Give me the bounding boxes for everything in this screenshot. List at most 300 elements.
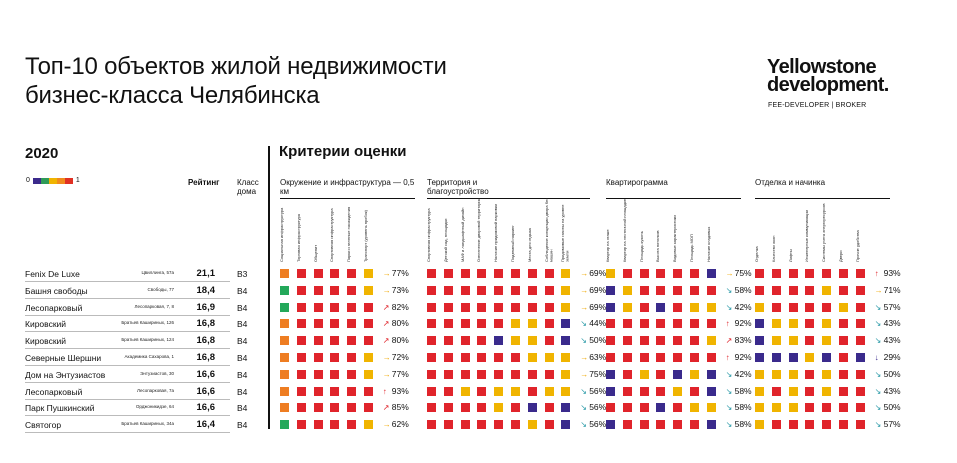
- criterion-label: Озеленение дворовой территории: [476, 198, 482, 262]
- score-square: [280, 353, 289, 362]
- score-square: [707, 319, 716, 328]
- group-score-value: 57%: [883, 301, 901, 312]
- score-square: [427, 336, 436, 345]
- trend-arrow-icon: ↘: [874, 403, 882, 413]
- score-square: [656, 286, 665, 295]
- group-score-value: 50%: [589, 335, 607, 346]
- score-square: [297, 269, 306, 278]
- trend-arrow-icon: →: [382, 369, 391, 379]
- score-square: [461, 303, 470, 312]
- score-square: [772, 370, 781, 379]
- score-square: [444, 403, 453, 412]
- trend-arrow-icon: ↘: [580, 336, 587, 346]
- trend-arrow-icon: →: [382, 269, 391, 278]
- score-square: [444, 319, 453, 328]
- object-name: Лесопарковый: [25, 386, 83, 397]
- score-square: [640, 387, 649, 396]
- scale-bar: [33, 178, 73, 184]
- trend-arrow-icon: ↘: [580, 403, 587, 413]
- score-square: [856, 370, 865, 379]
- trend-arrow-icon: ↗: [382, 336, 390, 346]
- group-score-value: 77%: [391, 268, 409, 278]
- score-square: [314, 319, 323, 328]
- trend-arrow-icon: ↘: [725, 285, 733, 295]
- score-square: [623, 269, 632, 278]
- title-line-2: бизнес-класса Челябинска: [25, 82, 320, 109]
- group-score-value: 77%: [391, 368, 409, 379]
- score-square: [772, 303, 781, 312]
- score-square: [511, 370, 520, 379]
- score-square: [511, 336, 520, 345]
- score-square: [545, 303, 554, 312]
- criterion-label: Парки и зеленые насаждения: [346, 206, 352, 262]
- score-square: [755, 286, 764, 295]
- object-rating: 16,6: [196, 385, 215, 397]
- group-score: [875, 419, 901, 429]
- group-score: [383, 335, 409, 345]
- criterion-label: Социальная инфраструктура: [279, 207, 284, 262]
- group-score: [726, 285, 752, 295]
- score-square: [623, 286, 632, 295]
- group-score: [580, 302, 606, 312]
- criterion-label: Прочие удобства: [854, 230, 860, 262]
- score-square: [528, 336, 537, 345]
- score-square: [561, 353, 570, 362]
- score-square: [444, 370, 453, 379]
- score-square: [805, 353, 814, 362]
- group-score-value: 43%: [883, 318, 901, 329]
- criterion-label: Наличие придомовой парковки: [493, 204, 499, 262]
- score-square: [856, 286, 865, 295]
- score-square: [707, 353, 716, 362]
- score-square: [561, 403, 570, 412]
- score-square: [839, 303, 848, 312]
- score-square: [640, 319, 649, 328]
- group-score: [726, 335, 752, 345]
- scale-swatch: [65, 178, 73, 184]
- score-square: [477, 370, 486, 379]
- trend-arrow-icon: →: [580, 302, 589, 312]
- criteria-group-header: Окружение и инфраструктура — 0,5 км: [280, 178, 415, 196]
- group-score-value: 69%: [589, 268, 607, 278]
- trend-arrow-icon: →: [382, 285, 391, 295]
- group-score-value: 43%: [883, 385, 901, 396]
- house-class: B3: [237, 269, 248, 279]
- group-score-value: 69%: [589, 284, 607, 295]
- score-square: [789, 353, 798, 362]
- score-square: [545, 353, 554, 362]
- score-square: [511, 319, 520, 328]
- trend-arrow-icon: →: [382, 420, 391, 430]
- trend-arrow-icon: ↗: [382, 302, 390, 312]
- object-name: Святогор: [25, 420, 62, 431]
- score-square: [673, 269, 682, 278]
- object-rating: 16,8: [196, 352, 215, 363]
- score-square: [280, 336, 289, 345]
- score-square: [461, 319, 470, 328]
- group-score: [383, 419, 409, 429]
- score-square: [314, 303, 323, 312]
- score-square: [545, 336, 554, 345]
- score-square: [494, 319, 503, 328]
- criterion-label: Двери: [838, 250, 843, 262]
- house-class: B4: [237, 319, 248, 330]
- criterion-label: Видовые характеристики: [672, 215, 678, 262]
- score-square: [314, 403, 323, 412]
- score-square: [822, 286, 831, 295]
- object-rating: 16,8: [196, 335, 215, 347]
- group-score: [726, 369, 752, 379]
- trend-arrow-icon: ↘: [580, 319, 587, 329]
- score-square: [772, 420, 781, 429]
- score-square: [545, 319, 554, 328]
- score-square: [623, 336, 632, 345]
- score-square: [461, 286, 470, 295]
- house-class: B4: [237, 386, 248, 397]
- score-square: [364, 286, 373, 295]
- row-separator: [25, 365, 230, 366]
- score-square: [477, 286, 486, 295]
- score-square: [314, 420, 323, 429]
- score-square: [330, 303, 339, 312]
- object-rating: 16,8: [196, 318, 215, 330]
- score-square: [494, 387, 503, 396]
- score-square: [347, 420, 356, 429]
- group-score-value: 50%: [883, 402, 901, 413]
- score-square: [673, 353, 682, 362]
- group-score-value: 92%: [734, 352, 752, 362]
- score-square: [347, 353, 356, 362]
- score-square: [494, 269, 503, 278]
- trend-arrow-icon: ↘: [580, 420, 587, 430]
- score-square: [656, 420, 665, 429]
- score-square: [656, 336, 665, 345]
- group-score: [580, 318, 606, 328]
- trend-arrow-icon: ↘: [874, 302, 882, 312]
- group-score-value: 93%: [391, 385, 409, 396]
- object-rating: 16,6: [196, 402, 215, 414]
- group-score-value: 58%: [734, 402, 752, 413]
- score-square: [477, 420, 486, 429]
- object-address: Лесопарковая, 7а: [136, 387, 174, 393]
- group-score-value: 80%: [391, 335, 409, 346]
- score-square: [606, 286, 615, 295]
- score-square: [297, 286, 306, 295]
- page-title: [25, 52, 447, 110]
- score-square: [673, 319, 682, 328]
- group-score-value: 83%: [734, 335, 752, 346]
- score-square: [640, 269, 649, 278]
- score-square: [755, 303, 764, 312]
- score-square: [330, 370, 339, 379]
- trend-arrow-icon: ↗: [725, 336, 733, 346]
- score-square: [364, 403, 373, 412]
- object-name: Башня свободы: [25, 285, 88, 296]
- score-square: [640, 336, 649, 345]
- score-square: [511, 387, 520, 396]
- group-score: [580, 352, 606, 362]
- score-square: [822, 403, 831, 412]
- group-score: [580, 402, 606, 412]
- score-square: [347, 286, 356, 295]
- score-square: [444, 336, 453, 345]
- score-square: [364, 420, 373, 429]
- scale-swatch: [33, 178, 41, 184]
- score-square: [673, 370, 682, 379]
- score-square: [805, 303, 814, 312]
- group-score: [726, 318, 752, 328]
- criteria-group-header: Территория и благоустройство: [427, 178, 489, 196]
- score-square: [690, 420, 699, 429]
- score-square: [297, 319, 306, 328]
- score-square: [330, 286, 339, 295]
- score-square: [461, 269, 470, 278]
- group-score-value: 69%: [589, 301, 607, 312]
- score-square: [561, 387, 570, 396]
- score-square: [673, 403, 682, 412]
- score-square: [545, 403, 554, 412]
- house-class: B4: [237, 369, 248, 380]
- score-square: [364, 370, 373, 379]
- score-square: [805, 403, 814, 412]
- score-square: [856, 319, 865, 328]
- criterion-label: Квартир на лестничной площадке: [621, 198, 627, 262]
- score-square: [690, 353, 699, 362]
- score-square: [477, 353, 486, 362]
- object-address: Цвиллинга, 57а: [141, 270, 174, 275]
- trend-arrow-icon: →: [580, 369, 589, 379]
- group-score: [726, 402, 752, 412]
- group-score: [875, 335, 901, 345]
- score-square: [656, 303, 665, 312]
- score-square: [772, 387, 781, 396]
- score-square: [755, 387, 764, 396]
- score-square: [673, 387, 682, 396]
- house-class: B4: [237, 353, 248, 363]
- criterion-label: Соблюдение концепции двора без машин: [543, 198, 554, 262]
- score-square: [545, 420, 554, 429]
- trend-arrow-icon: ↘: [580, 386, 587, 396]
- score-square: [477, 269, 486, 278]
- score-square: [707, 403, 716, 412]
- row-separator: [25, 415, 230, 416]
- score-square: [494, 286, 503, 295]
- group-score: [383, 352, 409, 362]
- score-square: [330, 336, 339, 345]
- score-square: [561, 269, 570, 278]
- object-address: Братьев Кашириных, 126: [121, 320, 174, 326]
- score-square: [461, 387, 470, 396]
- score-square: [297, 353, 306, 362]
- score-square: [364, 387, 373, 396]
- score-square: [856, 420, 865, 429]
- score-square: [805, 286, 814, 295]
- score-square: [805, 269, 814, 278]
- score-square: [511, 303, 520, 312]
- trend-arrow-icon: ↘: [725, 302, 733, 312]
- score-square: [623, 319, 632, 328]
- criterion-label: Детский сад, площадки: [442, 218, 448, 262]
- object-name: Парк Пушкинский: [25, 403, 95, 414]
- brand-tagline: FEE-DEVELOPER | BROKER: [768, 102, 867, 109]
- object-address: Академика Сахарова, 1: [124, 354, 174, 359]
- trend-arrow-icon: ↘: [874, 386, 882, 396]
- score-square: [772, 403, 781, 412]
- trend-arrow-icon: →: [580, 269, 589, 278]
- score-square: [789, 420, 798, 429]
- score-square: [347, 403, 356, 412]
- row-separator: [25, 348, 230, 349]
- object-rating: 18,4: [196, 284, 215, 296]
- divider-vertical: [268, 146, 270, 429]
- group-score-value: 75%: [734, 268, 752, 278]
- trend-arrow-icon: →: [382, 353, 391, 362]
- row-separator: [25, 298, 230, 299]
- score-square: [805, 336, 814, 345]
- score-square: [477, 303, 486, 312]
- score-square: [427, 403, 436, 412]
- score-square: [856, 269, 865, 278]
- group-score: [383, 268, 409, 278]
- score-square: [347, 269, 356, 278]
- score-square: [330, 387, 339, 396]
- score-square: [545, 387, 554, 396]
- group-score: [580, 386, 606, 396]
- score-square: [314, 370, 323, 379]
- score-square: [789, 403, 798, 412]
- score-square: [314, 286, 323, 295]
- score-square: [606, 420, 615, 429]
- score-square: [856, 403, 865, 412]
- score-square: [280, 286, 289, 295]
- group-score: [875, 386, 901, 396]
- score-square: [707, 269, 716, 278]
- score-square: [461, 403, 470, 412]
- score-square: [772, 286, 781, 295]
- score-square: [789, 303, 798, 312]
- score-square: [707, 387, 716, 396]
- score-square: [444, 286, 453, 295]
- score-square: [673, 286, 682, 295]
- group-score: [726, 302, 752, 312]
- group-score: [726, 419, 752, 429]
- score-square: [640, 353, 649, 362]
- group-score-value: 62%: [391, 419, 409, 430]
- object-address: Братьев Кашириных, 34а: [121, 421, 174, 427]
- group-score: [383, 402, 409, 412]
- score-square: [623, 303, 632, 312]
- score-square: [755, 269, 764, 278]
- group-score-value: 71%: [883, 284, 901, 295]
- score-square: [805, 420, 814, 429]
- score-square: [755, 420, 764, 429]
- score-square: [690, 336, 699, 345]
- score-square: [427, 387, 436, 396]
- score-square: [839, 336, 848, 345]
- score-square: [280, 319, 289, 328]
- score-square: [789, 286, 798, 295]
- score-square: [707, 303, 716, 312]
- object-address: Братьев Кашириных, 124: [121, 337, 174, 343]
- score-square: [347, 319, 356, 328]
- score-square: [789, 336, 798, 345]
- score-square: [707, 286, 716, 295]
- score-square: [364, 319, 373, 328]
- object-address: Энтузиастов, 30: [140, 370, 174, 376]
- group-score-value: 29%: [883, 352, 901, 362]
- score-square: [561, 370, 570, 379]
- score-square: [364, 303, 373, 312]
- score-square: [839, 319, 848, 328]
- score-square: [280, 303, 289, 312]
- group-score: [875, 369, 901, 379]
- score-square: [477, 336, 486, 345]
- score-square: [494, 303, 503, 312]
- score-square: [477, 387, 486, 396]
- score-square: [561, 319, 570, 328]
- score-square: [822, 370, 831, 379]
- criteria-group-header: Отделка и начинка: [755, 178, 826, 187]
- group-score: [580, 335, 606, 345]
- score-square: [528, 353, 537, 362]
- score-square: [656, 353, 665, 362]
- criterion-label: Придомовые газоны на уровне земли: [560, 204, 570, 262]
- trend-arrow-icon: ↘: [725, 403, 733, 413]
- group-score-value: 58%: [734, 419, 752, 430]
- score-square: [280, 370, 289, 379]
- score-square: [772, 269, 781, 278]
- criterion-label: Системы учета энергоресурсов: [821, 203, 827, 262]
- score-square: [822, 336, 831, 345]
- score-square: [656, 370, 665, 379]
- score-square: [314, 387, 323, 396]
- class-header: Класс дома: [237, 178, 259, 196]
- criterion-label: Наличие кладовых: [705, 226, 711, 262]
- object-address: Свободы, 77: [147, 286, 174, 292]
- score-square: [330, 403, 339, 412]
- score-square: [461, 420, 470, 429]
- score-square: [789, 387, 798, 396]
- object-address: Лесопарковая, 7, 8: [134, 303, 174, 309]
- score-square: [839, 387, 848, 396]
- group-score-value: 93%: [883, 268, 901, 278]
- group-score-value: 63%: [589, 352, 607, 362]
- scale-swatch: [41, 178, 49, 184]
- house-class: B4: [237, 285, 248, 296]
- score-square: [347, 303, 356, 312]
- criterion-label: Отделка: [754, 246, 759, 262]
- brand-line-1: Yellowstone: [767, 56, 876, 78]
- trend-arrow-icon: ↘: [874, 336, 882, 346]
- criterion-label: Инженерные коммуникации: [804, 210, 810, 262]
- object-rating: 16,9: [196, 301, 215, 313]
- trend-arrow-icon: ↘: [874, 369, 882, 379]
- trend-arrow-icon: ↓: [874, 353, 879, 362]
- score-square: [427, 269, 436, 278]
- group-score: [580, 268, 606, 278]
- group-score: [726, 386, 752, 396]
- score-square: [772, 353, 781, 362]
- group-score-value: 85%: [391, 402, 409, 413]
- score-square: [528, 420, 537, 429]
- house-class: B4: [237, 302, 248, 313]
- group-score: [383, 285, 409, 295]
- score-square: [673, 303, 682, 312]
- criterion-label: Подземный паркинг: [510, 225, 515, 262]
- row-separator: [25, 331, 230, 332]
- score-square: [330, 420, 339, 429]
- score-square: [623, 353, 632, 362]
